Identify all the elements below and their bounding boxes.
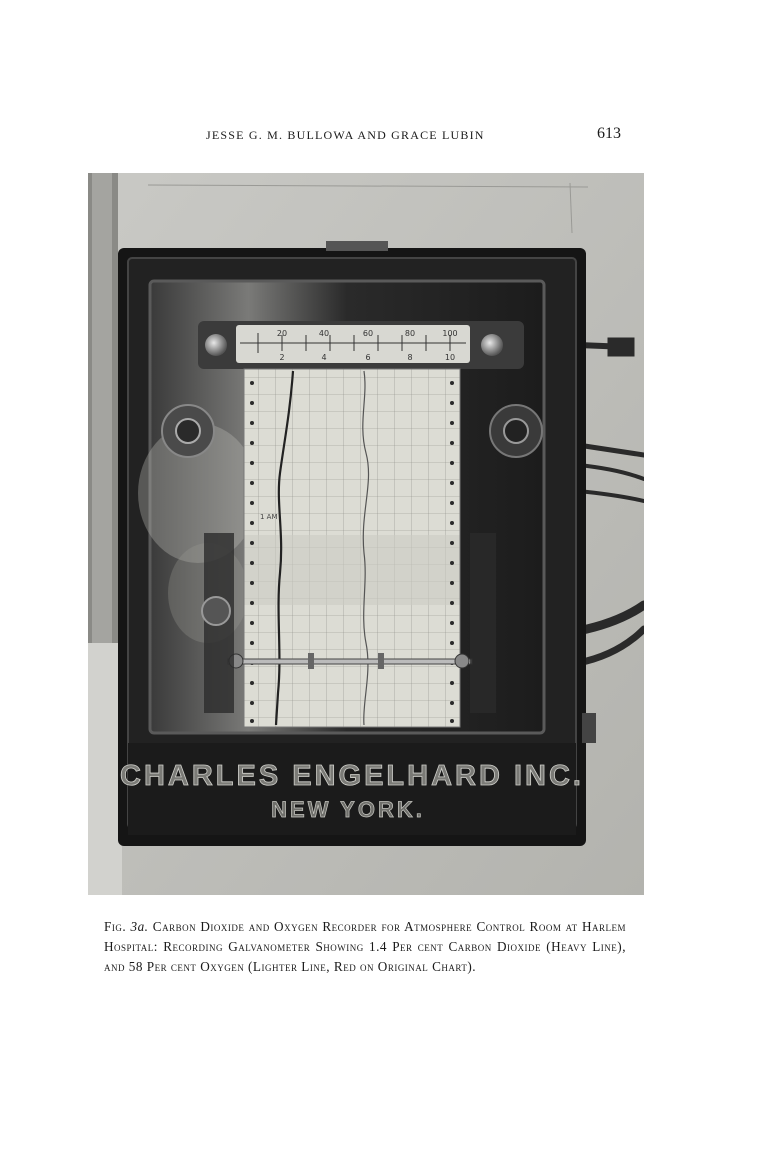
figure-caption	[104, 917, 626, 977]
recording-chart	[244, 369, 460, 727]
running-head-authors: JESSE G. M. BULLOWA AND GRACE LUBIN	[206, 128, 485, 142]
indicator-scale	[198, 321, 524, 369]
manufacturer-nameplate	[120, 743, 584, 835]
scale-top-label: 100	[442, 329, 458, 338]
scale-bottom-label: 8	[407, 353, 413, 362]
gear-icon	[202, 597, 230, 625]
figure-photograph	[88, 173, 644, 895]
adjustment-knob-icon	[481, 334, 503, 356]
caption-label: Fig.	[104, 919, 127, 934]
nameplate-line2: NEW YORK.	[271, 797, 425, 822]
nameplate-line1: CHARLES ENGELHARD INC.	[120, 760, 584, 792]
scale-bottom-label: 4	[321, 353, 327, 362]
caption-text: Carbon Dioxide and Oxygen Recorder for Atmosphere Control Room at Harlem Hospital: Recording Galvanometer Showing 1.4 Per cent Carbon Dioxide (Heavy Line), and 58 Per cent Oxygen (Lighter Line, Red on Original Chart).	[104, 919, 627, 974]
scale-top-label: 80	[404, 329, 416, 338]
scale-top-label: 20	[276, 329, 288, 338]
running-head	[0, 127, 757, 147]
page-number: 613	[597, 125, 621, 142]
paper-drum-icon	[490, 405, 542, 457]
caption-figure-number: 3a.	[130, 919, 149, 934]
paper-drum-icon	[162, 405, 214, 457]
scale-top-label: 60	[362, 329, 374, 338]
chart-time-label: 1 AM	[260, 513, 278, 521]
adjustment-knob-icon	[205, 334, 227, 356]
scale-bottom-label: 6	[365, 353, 371, 362]
scale-bottom-label: 10	[444, 353, 456, 362]
scale-bottom-label: 2	[279, 353, 285, 362]
scale-top-label: 40	[318, 329, 330, 338]
recorder-illustration	[88, 173, 644, 895]
